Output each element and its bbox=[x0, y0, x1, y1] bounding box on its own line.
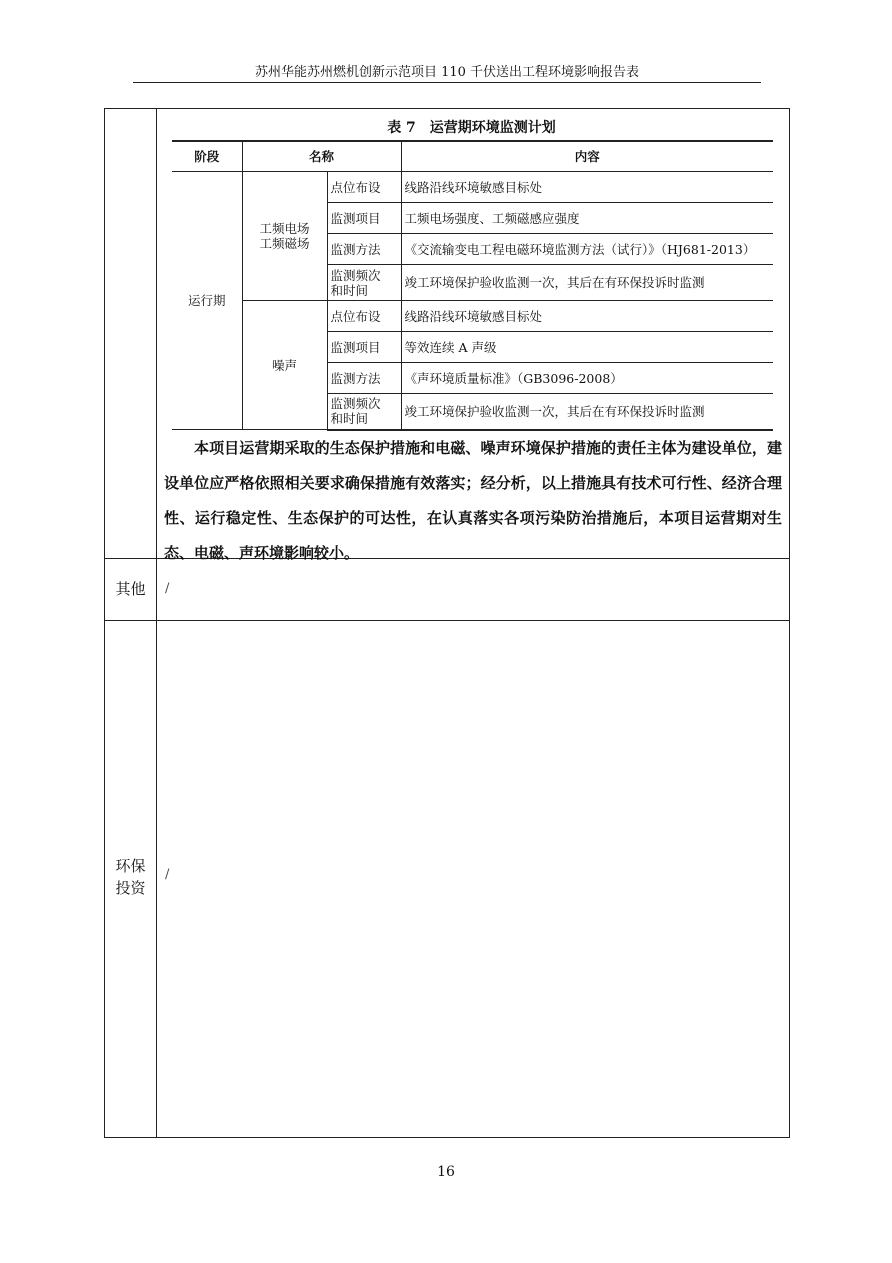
section-label-other: 其他 bbox=[115, 580, 146, 598]
content-cell: 竣工环境保护验收监测一次，其后在有环保投诉时监测 bbox=[401, 394, 773, 430]
monitoring-plan-table bbox=[172, 140, 773, 431]
content-cell: 《交流输变电工程电磁环境监测方法（试行）》（HJ681-2013） bbox=[401, 234, 773, 265]
section-divider-investment bbox=[105, 620, 789, 621]
header-content: 内容 bbox=[401, 141, 773, 172]
table-title: 表 7 运营期环境监测计划 bbox=[387, 120, 556, 136]
item-cell: 监测项目 bbox=[327, 203, 401, 234]
item-cell: 监测频次 和时间 bbox=[327, 394, 401, 430]
item-cell: 监测方法 bbox=[327, 363, 401, 394]
section-value-other: / bbox=[165, 581, 170, 596]
content-cell: 《声环境质量标准》（GB3096-2008） bbox=[401, 363, 773, 394]
content-cell: 线路沿线环境敏感目标处 bbox=[401, 172, 773, 203]
header-rule bbox=[133, 82, 761, 83]
section-value-investment: / bbox=[165, 867, 170, 882]
page-header: 苏州华能苏州燃机创新示范项目 110 千伏送出工程环境影响报告表 bbox=[254, 65, 640, 80]
label-column-divider bbox=[156, 109, 157, 1137]
group-name-emf: 工频电场 工频磁场 bbox=[242, 172, 327, 301]
phase-cell: 运行期 bbox=[172, 172, 242, 430]
item-cell: 监测方法 bbox=[327, 234, 401, 265]
table-row bbox=[172, 301, 773, 332]
table-row bbox=[172, 172, 773, 203]
content-cell: 工频电场强度、工频磁感应强度 bbox=[401, 203, 773, 234]
content-cell: 线路沿线环境敏感目标处 bbox=[401, 301, 773, 332]
item-cell: 点位布设 bbox=[327, 172, 401, 203]
header-name: 名称 bbox=[242, 141, 401, 172]
section-label-investment: 环保 投资 bbox=[115, 857, 146, 897]
item-cell: 监测项目 bbox=[327, 332, 401, 363]
header-phase: 阶段 bbox=[172, 141, 242, 172]
content-cell: 竣工环境保护验收监测一次，其后在有环保投诉时监测 bbox=[401, 265, 773, 301]
conclusion-paragraph: 本项目运营期采取的生态保护措施和电磁、噪声环境保护措施的责任主体为建设单位，建设单位应严格依照相关要求确保措施有效落实；经分析，以上措施具有技术可行性、经济合理性、运行稳定性、生态保护的可达性，在认真落实各项污染防治措施后，本项目运营期对生态、电磁、声环境影响较小。 bbox=[164, 439, 782, 562]
item-cell: 监测频次 和时间 bbox=[327, 265, 401, 301]
table-header-row bbox=[172, 141, 773, 172]
item-cell: 点位布设 bbox=[327, 301, 401, 332]
page-number: 16 bbox=[437, 1164, 455, 1180]
content-cell: 等效连续 A 声级 bbox=[401, 332, 773, 363]
group-name-noise: 噪声 bbox=[242, 301, 327, 430]
